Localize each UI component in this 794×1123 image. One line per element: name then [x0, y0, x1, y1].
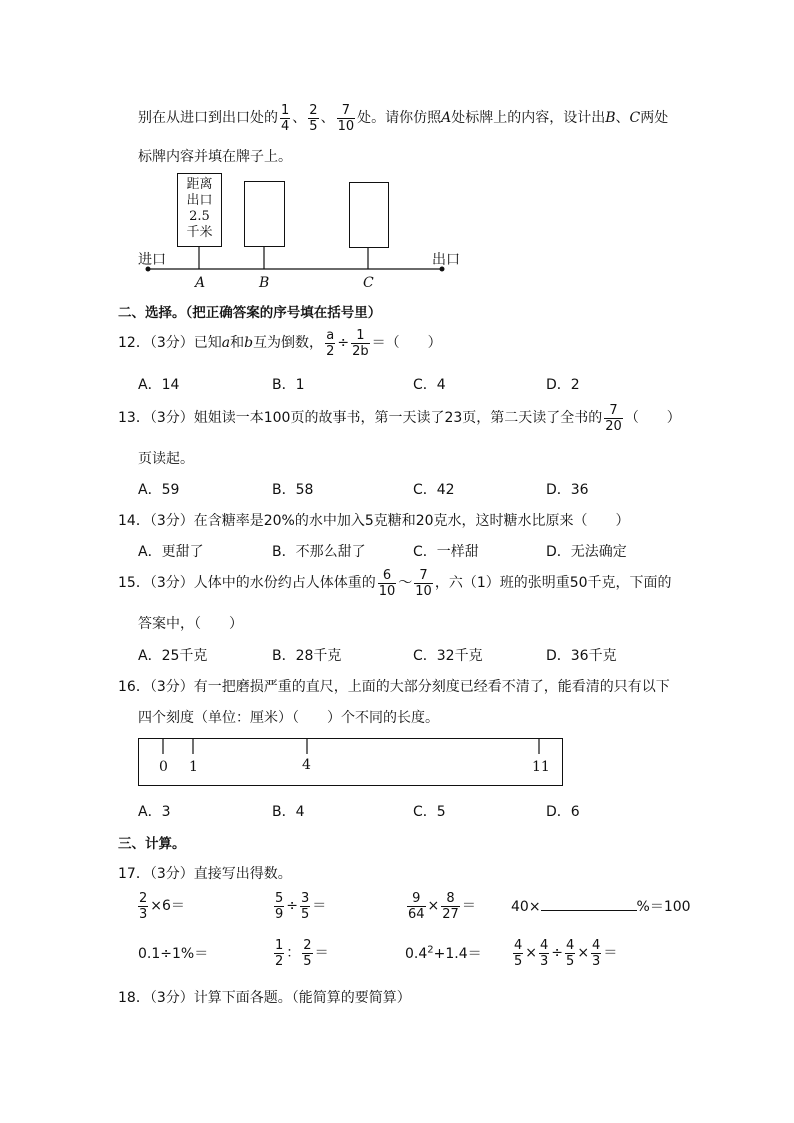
operator: ÷: [551, 945, 564, 961]
expr-text: 0.4: [405, 946, 428, 962]
var-a: a: [221, 335, 231, 351]
fraction-6-10: $\frac{6}{10}$: [378, 567, 396, 599]
option-d[interactable]: D．2: [546, 377, 580, 393]
label-b: B: [259, 275, 270, 291]
answer-paren: （ ）: [624, 410, 681, 426]
question-14: 14．（3分）在含糖率是20%的水中加入5克糖和20克水，这时糖水比原来（ ）: [118, 513, 630, 529]
option-d[interactable]: D．36: [546, 482, 589, 498]
section-2-title: 二、选择。（把正确答案的序号填在括号里）: [118, 305, 382, 321]
fraction-7-10: $\frac{7}{10}$: [415, 567, 432, 599]
fraction-a-2: $\frac{a}{2}$: [326, 327, 335, 359]
expr-4: [511, 896, 691, 916]
sign-a-line: 距离: [186, 177, 213, 192]
option-d[interactable]: D．36千克: [546, 648, 617, 664]
fraction-4-5: $\frac{4}{5}$: [514, 937, 523, 969]
fraction-8-27: $\frac{8}{27}$: [442, 890, 459, 922]
sign-a: [177, 173, 222, 247]
operator: ÷: [286, 898, 299, 914]
q15-text: 15．（3分）人体中的水份约占人体体重的: [118, 575, 376, 591]
q12-text: 12．（3分）已知: [118, 335, 222, 351]
fraction-7-20: $\frac{7}{20}$: [605, 402, 622, 434]
ruler-ticks: [139, 739, 562, 785]
expr-3: [405, 888, 476, 924]
option-d[interactable]: D．6: [546, 804, 580, 820]
question-18: 18．（3分）计算下面各题。（能简算的要简算）: [118, 990, 411, 1006]
operator: ×: [427, 898, 440, 914]
sign-a-line: 2.5: [189, 209, 210, 224]
option-a[interactable]: A．59: [138, 482, 180, 498]
question-17: 17．（3分）直接写出得数。: [118, 866, 292, 882]
option-a[interactable]: A．3: [138, 804, 171, 820]
expr-6: [272, 935, 329, 971]
answer-blank[interactable]: [541, 898, 637, 911]
option-d[interactable]: D．无法确定: [546, 544, 627, 560]
option-c[interactable]: C．4: [413, 377, 446, 393]
expr-5: 0.1÷1%＝: [138, 946, 209, 962]
q13-text: 13．（3分）姐姐读一本100页的故事书，第一天读了23页，第二天读了全书的: [118, 410, 603, 426]
fraction-2-5: $\frac{2}{5}$: [309, 102, 318, 134]
expr-text: +1.4＝: [433, 946, 482, 962]
operator: ×: [577, 945, 590, 961]
sign-a-line: 千米: [186, 225, 213, 240]
intro-text: 处标牌上的内容，设计出: [451, 110, 606, 126]
option-b[interactable]: B．4: [272, 804, 305, 820]
expr-1: [136, 888, 185, 924]
q13-line-2: 页读起。: [138, 451, 194, 467]
question-12: [118, 325, 442, 361]
sign-b[interactable]: [244, 181, 285, 247]
operator: ：: [286, 945, 301, 961]
intro-text: 别在从进口到出口处的: [138, 110, 278, 126]
tick-label: 0: [159, 759, 168, 775]
var-a: A: [441, 110, 452, 126]
question-16: 16．（3分）有一把磨损严重的直尺，上面的大部分刻度已经看不清了，能看清的只有以下: [118, 679, 670, 695]
separator: 、: [292, 110, 307, 126]
var-c: C: [629, 110, 641, 126]
fraction-4-5: $\frac{4}{5}$: [566, 937, 575, 969]
option-b[interactable]: B．1: [272, 377, 305, 393]
label-a: A: [195, 275, 206, 291]
option-c[interactable]: C．5: [413, 804, 446, 820]
option-b[interactable]: B．58: [272, 482, 314, 498]
intro-text: 处。请你仿照: [357, 110, 442, 126]
tick-label: 1: [189, 759, 198, 775]
expr-7: [405, 943, 482, 963]
q12-text: 和: [230, 335, 245, 351]
exponent: 2: [427, 944, 434, 956]
fraction-4-3: $\frac{4}{3}$: [540, 937, 549, 969]
label-c: C: [363, 275, 374, 291]
question-15: [118, 565, 672, 601]
fraction-5-9: $\frac{5}{9}$: [275, 890, 284, 922]
option-c[interactable]: C．32千克: [413, 648, 483, 664]
question-13: [118, 400, 681, 436]
intro-line-2: 标牌内容并填在牌子上。: [138, 149, 292, 165]
equals: ＝: [603, 945, 618, 961]
sign-a-text: [178, 174, 221, 241]
ruler: [138, 738, 563, 786]
var-b: B: [605, 110, 616, 126]
diagram-lines: [0, 0, 794, 300]
separator: 、: [615, 110, 630, 126]
sign-c[interactable]: [349, 182, 389, 248]
answer-paren: ＝（ ）: [371, 335, 442, 351]
fraction-2-3: $\frac{2}{3}$: [139, 890, 148, 922]
q15-line-2: 答案中，（ ）: [138, 616, 243, 632]
fraction-4-3: $\frac{4}{3}$: [592, 937, 601, 969]
fraction-2-5: $\frac{2}{5}$: [303, 937, 312, 969]
separator: 、: [320, 110, 335, 126]
expr-text: %＝100: [636, 899, 691, 915]
entrance-label: 进口: [138, 252, 166, 268]
q16-line-2: 四个刻度（单位：厘米）（ ）个不同的长度。: [138, 710, 439, 726]
option-c[interactable]: C．一样甜: [413, 544, 479, 560]
fraction-3-5: $\frac{3}{5}$: [301, 890, 310, 922]
option-a[interactable]: A．更甜了: [138, 544, 204, 560]
option-a[interactable]: A．25千克: [138, 648, 208, 664]
intro-text: 两处: [640, 110, 669, 126]
equals: ＝: [314, 945, 329, 961]
option-b[interactable]: B．不那么甜了: [272, 544, 366, 560]
q12-text: 互为倒数，: [253, 335, 324, 351]
divide-sign: ÷: [337, 335, 350, 351]
tick-label: 11: [532, 759, 550, 775]
option-a[interactable]: A．14: [138, 377, 180, 393]
expr-2: [272, 888, 326, 924]
q15-text: ，六（1）班的张明重50千克，下面的: [434, 575, 672, 591]
sign-a-line: 出口: [186, 193, 213, 208]
equals: ＝: [312, 898, 327, 914]
expr-text: ×6＝: [150, 898, 185, 914]
operator: ×: [525, 945, 538, 961]
fraction-1-2: $\frac{1}{2}$: [275, 937, 284, 969]
exit-label: 出口: [432, 252, 460, 268]
fraction-7-10: $\frac{7}{10}$: [337, 102, 355, 134]
option-c[interactable]: C．42: [413, 482, 455, 498]
var-b: b: [244, 335, 254, 351]
fraction-1-4: $\frac{1}{4}$: [281, 102, 290, 134]
expr-8: [511, 935, 617, 971]
tilde: ～: [398, 575, 413, 591]
tick-label: 4: [302, 757, 311, 773]
expr-text: 40×: [511, 899, 541, 915]
section-3-title: 三、计算。: [118, 836, 186, 852]
fraction-1-2b: $\frac{1}{2b}$: [352, 327, 369, 359]
equals: ＝: [461, 898, 476, 914]
sign-diagram: [0, 0, 794, 300]
fraction-9-64: $\frac{9}{64}$: [408, 890, 425, 922]
option-b[interactable]: B．28千克: [272, 648, 342, 664]
